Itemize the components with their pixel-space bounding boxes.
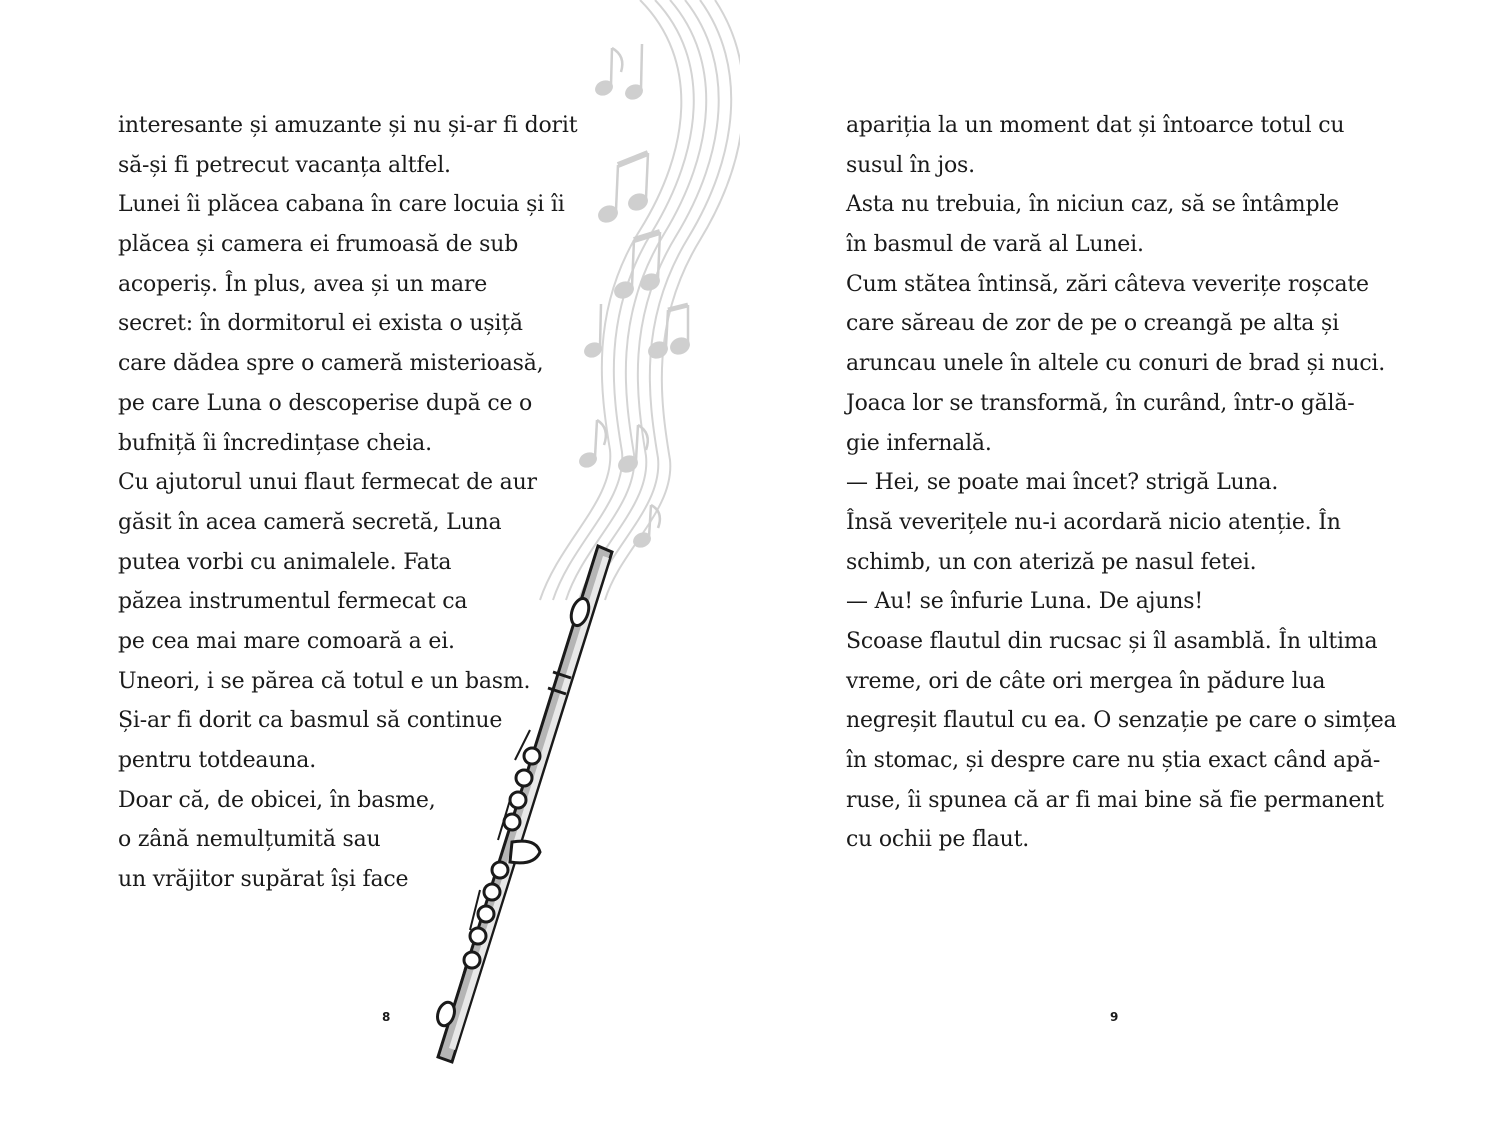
text-line: — Au! se înfurie Luna. De ajuns!: [846, 589, 1203, 615]
text-line: — Hei, se poate mai încet? strigă Luna.: [846, 470, 1279, 496]
page-number: 8: [382, 1010, 391, 1024]
text-line: pentru totdeauna.: [118, 748, 316, 773]
text-line: Lunei îi plăcea cabana în care locuia și îi: [118, 192, 565, 218]
right-page-text: [846, 106, 1406, 860]
text-line: care săreau de zor de pe o creangă pe alta și: [846, 311, 1339, 337]
text-line: interesante și amuzante și nu și-ar fi dorit: [118, 113, 578, 138]
text-line: în stomac, și despre care nu știa exact când apă-: [846, 748, 1381, 773]
text-line: Cum stătea întinsă, zări câteva veverițe roșcate: [846, 271, 1369, 297]
text-line: susul în jos.: [846, 152, 975, 178]
text-line: secret: în dormitorul ei exista o ușiță: [118, 311, 523, 337]
text-line: apariția la un moment dat și întoarce totul cu: [846, 113, 1345, 138]
text-line: plăcea și camera ei frumoasă de sub: [118, 232, 519, 258]
text-line: schimb, un con ateriză pe nasul fetei.: [846, 549, 1257, 575]
text-line: putea vorbi cu animalele. Fata: [118, 549, 452, 575]
text-line: gie infernală.: [846, 430, 992, 456]
right-page: [750, 0, 1500, 1125]
text-line: Asta nu trebuia, în niciun caz, să se întâmple: [846, 192, 1339, 218]
text-line: aruncau unele în altele cu conuri de brad și nuci.: [846, 351, 1386, 377]
text-line: negreșit flautul cu ea. O senzație pe care o simțea: [846, 708, 1397, 734]
flute-with-music-notes-icon: [420, 0, 740, 1080]
text-line: o zână nemulțumită sau: [118, 827, 381, 853]
text-line: Uneori, i se părea că totul e un basm.: [118, 668, 531, 694]
text-line: păzea instrumentul fermecat ca: [118, 589, 468, 615]
text-line: acoperiș. În plus, avea și un mare: [118, 271, 488, 297]
text-line: Doar că, de obicei, în basme,: [118, 787, 436, 813]
text-line: găsit în acea cameră secretă, Luna: [118, 509, 502, 535]
text-line: pe care Luna o descoperise după ce o: [118, 390, 533, 416]
text-line: Joaca lor se transformă, în curând, într-o gălă-: [846, 390, 1355, 416]
page-number: 9: [1110, 1010, 1119, 1024]
text-line: să-și fi petrecut vacanța altfel.: [118, 152, 451, 178]
text-line: Însă veverițele nu-i acordară nicio atenție. În: [846, 509, 1341, 535]
text-line: Cu ajutorul unui flaut fermecat de aur: [118, 470, 537, 496]
text-line: cu ochii pe flaut.: [846, 827, 1030, 853]
text-line: care dădea spre o cameră misterioasă,: [118, 351, 544, 377]
text-line: ruse, îi spunea că ar fi mai bine să fie permanent: [846, 787, 1384, 813]
text-line: vreme, ori de câte ori mergea în pădure lua: [846, 668, 1326, 694]
text-line: în basmul de vară al Lunei.: [846, 232, 1144, 258]
text-line: Scoase flautul din rucsac și îl asamblă. În ultima: [846, 628, 1378, 654]
text-line: bufniță îi încredințase cheia.: [118, 430, 432, 456]
flute-icon: [435, 546, 612, 1062]
text-line: pe cea mai mare comoară a ei.: [118, 628, 455, 654]
text-line: Și-ar fi dorit ca basmul să continue: [118, 708, 503, 734]
text-line: un vrăjitor supărat își face: [118, 867, 409, 893]
